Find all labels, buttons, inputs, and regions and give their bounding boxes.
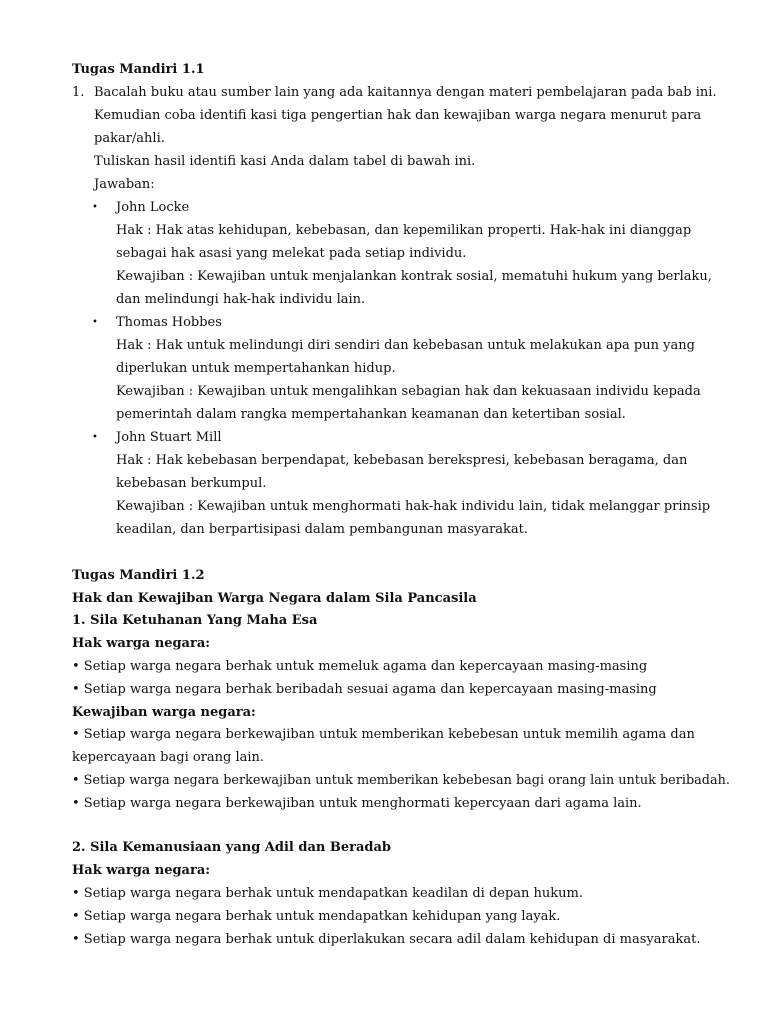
hak-item: • Setiap warga negara berhak untuk mendapatkan keadilan di depan hukum. [72, 886, 583, 901]
expert-line: Kewajiban : Kewajiban untuk menjalankan kontrak sosial, mematuhi hukum yang berlaku, [116, 269, 712, 284]
answer-label: Jawaban: [94, 177, 155, 192]
section-title-1-2: Tugas Mandiri 1.2 [72, 568, 205, 583]
expert-line: dan melindungi hak-hak individu lain. [116, 292, 366, 307]
expert-line: Kewajiban : Kewajiban untuk menghormati hak-hak individu lain, tidak melanggar prinsip [116, 499, 711, 514]
expert-line: Hak : Hak untuk melindungi diri sendiri dan kebebasan untuk melakukan apa pun yang [116, 338, 695, 353]
kewajiban-item: kepercayaan bagi orang lain. [72, 750, 265, 765]
expert-name: John Stuart Mill [116, 430, 222, 445]
expert-name: Thomas Hobbes [116, 315, 222, 330]
expert-line: pemerintah dalam rangka mempertahankan keamanan dan ketertiban sosial. [116, 407, 626, 422]
expert-name: John Locke [116, 200, 190, 215]
hak-item: • Setiap warga negara berhak untuk memeluk agama dan kepercayaan masing-masing [72, 659, 648, 674]
kewajiban-item: • Setiap warga negara berkewajiban untuk menghormati kepercyaan dari agama lain. [72, 796, 642, 811]
question-line: pakar/ahli. [94, 131, 165, 146]
bullet: • [92, 432, 98, 443]
question-line: Tuliskan hasil identifi kasi Anda dalam tabel di bawah ini. [94, 154, 476, 169]
bullet: • [92, 317, 98, 328]
sila-heading: 2. Sila Kemanusiaan yang Adil dan Beradab [72, 840, 392, 855]
expert-line: diperlukan untuk mempertahankan hidup. [116, 361, 396, 376]
expert-line: sebagai hak asasi yang melekat pada setiap individu. [116, 246, 467, 261]
hak-item: • Setiap warga negara berhak beribadah sesuai agama dan kepercayaan masing-masing [72, 682, 657, 697]
expert-line: keadilan, dan berpartisipasi dalam pembangunan masyarakat. [116, 522, 529, 537]
sila-heading: 1. Sila Ketuhanan Yang Maha Esa [72, 613, 318, 628]
kewajiban-item: • Setiap warga negara berkewajiban untuk memberikan kebebesan bagi orang lain untuk beribadah. [72, 773, 730, 788]
kewajiban-item: • Setiap warga negara berkewajiban untuk memberikan kebebesan untuk memilih agama dan [72, 727, 695, 742]
section-subtitle: Hak dan Kewajiban Warga Negara dalam Sila Pancasila [72, 591, 477, 606]
expert-line: kebebasan berkumpul. [116, 476, 267, 491]
kewajiban-label: Kewajiban warga negara: [72, 705, 256, 720]
bullet: • [92, 202, 98, 213]
section-title-1-1: Tugas Mandiri 1.1 [72, 62, 205, 77]
item-number: 1. [72, 85, 85, 100]
hak-item: • Setiap warga negara berhak untuk diperlakukan secara adil dalam kehidupan di masyarakat. [72, 932, 701, 947]
expert-line: Hak : Hak kebebasan berpendapat, kebebasan berekspresi, kebebasan beragama, dan [116, 453, 688, 468]
hak-label: Hak warga negara: [72, 863, 211, 878]
expert-line: Hak : Hak atas kehidupan, kebebasan, dan kepemilikan properti. Hak-hak ini dianggap [116, 223, 692, 238]
question-line: Bacalah buku atau sumber lain yang ada kaitannya dengan materi pembelajaran pada bab ini. [94, 85, 717, 100]
expert-line: Kewajiban : Kewajiban untuk mengalihkan sebagian hak dan kekuasaan individu kepada [116, 384, 701, 399]
hak-item: • Setiap warga negara berhak untuk mendapatkan kehidupan yang layak. [72, 909, 561, 924]
question-line: Kemudian coba identifi kasi tiga pengertian hak dan kewajiban warga negara menurut para [94, 108, 702, 123]
hak-label: Hak warga negara: [72, 636, 211, 651]
